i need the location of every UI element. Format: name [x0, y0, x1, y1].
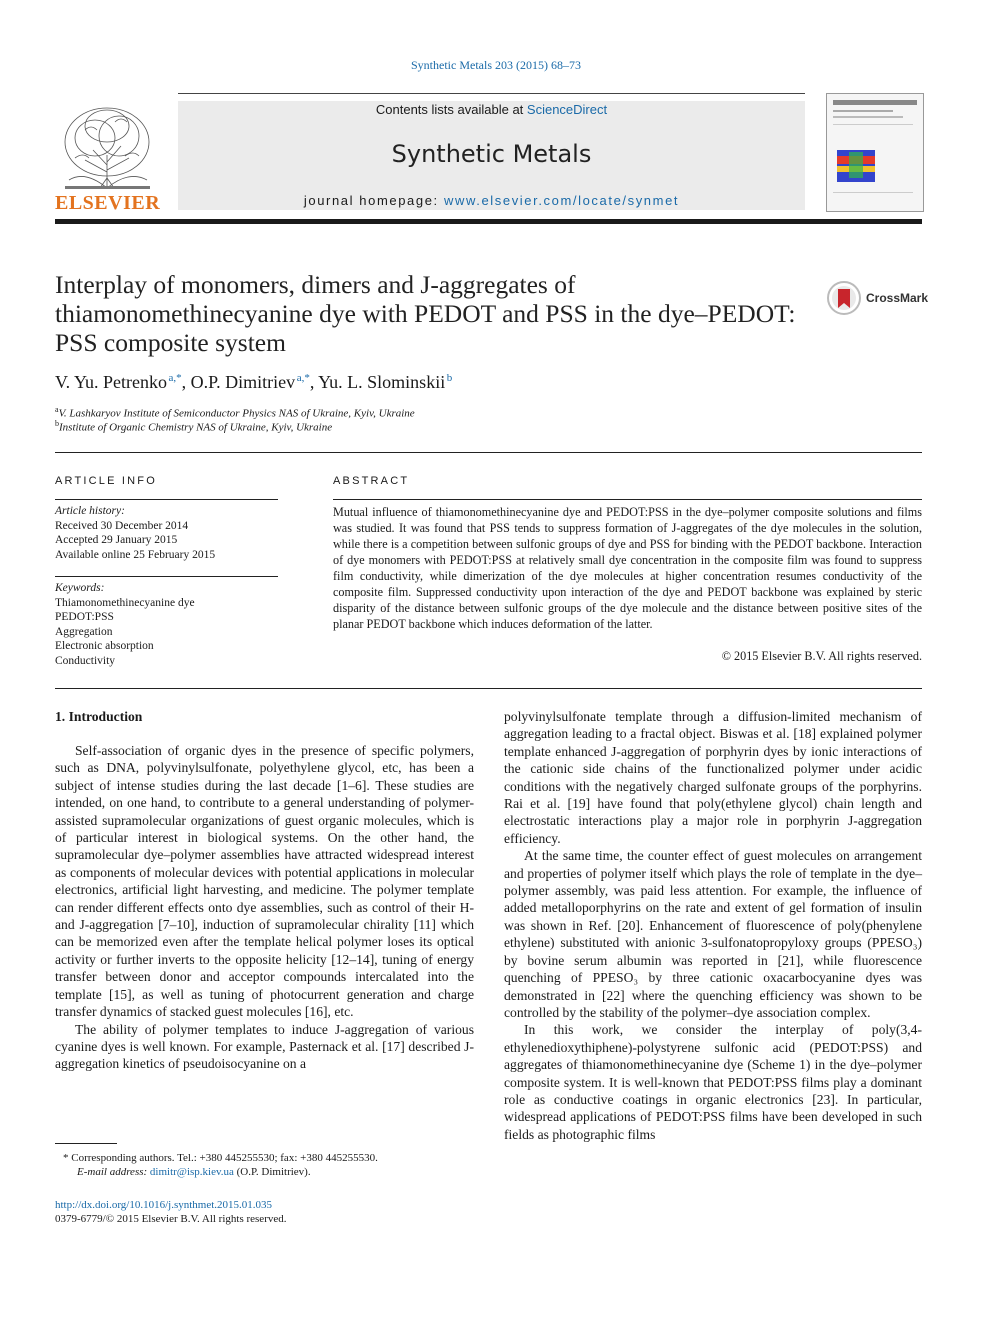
email-link[interactable]: dimitr@isp.kiev.ua [149, 1166, 234, 1178]
abstract-heading: ABSTRACT [333, 475, 410, 487]
history-accepted: Accepted 29 January 2015 [55, 534, 178, 546]
article-title: Interplay of monomers, dimers and J-aggregates of thiamonomethinecyanine dye with PEDOT and PSS in the dye–PEDOT: PSS composite system [55, 270, 796, 357]
issn-copyright: 0379-6779/© 2015 Elsevier B.V. All rights reserved. [55, 1213, 287, 1225]
author[interactable]: O.P. Dimitriev [190, 372, 296, 392]
journal-cover-image [826, 93, 924, 212]
keyword: Conductivity [55, 654, 116, 667]
article-history [55, 504, 278, 562]
corresponding-note: * Corresponding authors. Tel.: +380 445255530; fax: +380 445255530. [63, 1152, 378, 1164]
journal-homepage [178, 193, 805, 208]
keyword: Electronic absorption [55, 640, 154, 652]
section-divider [55, 452, 922, 453]
intro-right-column [504, 708, 922, 1143]
paragraph: The ability of polymer templates to induce J-aggregation of various cyanine dyes is well known. For example, Pasternack et al. [17] described J-aggregation kinetics of pseudoisocyanine on a [55, 1021, 474, 1072]
keywords-block [55, 581, 278, 668]
author-separator: , [309, 372, 319, 392]
email-label: E-mail address: [77, 1166, 150, 1178]
affiliation-mark: a [55, 405, 59, 414]
author[interactable]: V. Yu. Petrenko [55, 372, 167, 392]
header-bottom-rule [55, 219, 922, 224]
affiliation-mark: b [55, 419, 59, 428]
abstract-copyright: © 2015 Elsevier B.V. All rights reserved. [721, 649, 922, 663]
author[interactable]: Yu. L. Slominskii [318, 372, 446, 392]
paragraph: Self-association of organic dyes in the presence of specific polymers, such as DNA, polyvinylsulfonate, polyethylene glycol, etc, has been a subject of intense studies during the last decade [1–6]. These studies are intended, on one hand, to contribute to a general understanding of polymer-assisted supramolecular organizations of guest organic molecules, which is of particular interest in biological systems. On the other hand, the supramolecular dye–polymer assemblies have attracted widespread interest as components of molecular devices with potential applications in molecular electronics, artificial light harvesting, and medicine. The polymer template can render different effects onto dye assemblies, such as control of their H- and J-aggregation [7–10], induction of supramolecular chirality [11] which can be memorized even after the template helical polymer loses its optical activity or further inverts to the opposite helicity [12–14], tuning of energy transfer between donor and acceptor compounds intercalated into the template [15], as well as tuning of photocurrent generation and charge transfer dynamics of stacked guest molecules [16], etc. [55, 743, 474, 1020]
section-divider [55, 688, 922, 689]
sciencedirect-link[interactable]: ScienceDirect [526, 102, 608, 117]
header-top-rule [178, 93, 805, 94]
email-suffix: (O.P. Dimitriev). [233, 1166, 311, 1178]
keywords-rule [55, 576, 278, 577]
homepage-link[interactable]: www.elsevier.com/locate/synmet [443, 193, 680, 208]
author-list [55, 372, 452, 393]
contents-line [178, 102, 805, 117]
footnote [55, 1151, 474, 1179]
homepage-prefix: journal homepage: [303, 193, 444, 208]
intro-left-column [55, 742, 474, 1073]
author-affil-mark[interactable]: a,* [296, 372, 310, 384]
history-online: Available online 25 February 2015 [55, 548, 216, 561]
section-heading: 1. Introduction [55, 709, 143, 724]
paragraph: At the same time, the counter effect of guest molecules on arrangement and properties of polymer itself which plays the role of template in the dye–polymer assembly, was paid less attention. For example, the influence of added metalloporphyrins on the rate and extent of gel formation of insulin was shown in Ref. [20]. Enhancement of fluorescence of poly(phenylene ethylene) substituted with anionic 3-sulfonatopropyloxy groups (PPESO₃) by bovine serum albumin was reported in [21], while fluorescence quenching of PPESO₃ by three cationic oxacarbocyanine dyes was demonstrated in [22] where the quenching efficiency was shown to be controlled by the stability of the polymer–dye association complex. [504, 848, 922, 1020]
abstract-text: Mutual influence of thiamonomethinecyanine dye and PEDOT:PSS in the dye–polymer composite solutions and films was studied. It was found that PSS tends to suppress formation of J-aggregates of the dye molecules in the solution, while there is a competition between sulfonic groups of dye and PSS for binding with the PEDOT backbone. Interaction of dye monomers with PEDOT:PSS at relatively small dye concentration in the composite film was found to suppress film conductivity, while dimerization of the dye molecules at higher concentration resumes conductivity of the composite film. Suppressed conductivity upon interaction of the dye and PEDOT backbone was explained by steric disparity of the distance between sulfonic groups of the dye molecule and the distance between positive sites of the planar PEDOT backbone which induces deformation of the latter. [333, 505, 922, 631]
affiliation-text: Institute of Organic Chemistry NAS of Ukraine, Kyiv, Ukraine [59, 421, 333, 434]
affiliation-text: V. Lashkaryov Institute of Semiconductor Physics NAS of Ukraine, Kyiv, Ukraine [58, 407, 415, 420]
journal-citation[interactable]: Synthetic Metals 203 (2015) 68–73 [411, 58, 581, 72]
keyword: Aggregation [55, 625, 113, 638]
crossmark-badge[interactable] [826, 280, 929, 316]
history-label: Article history: [55, 505, 125, 517]
keyword: PEDOT:PSS [55, 611, 114, 623]
author-affil-mark[interactable]: a,* [168, 372, 182, 384]
crossmark-icon [826, 280, 862, 316]
author-separator: , [181, 372, 191, 392]
footnote-rule [55, 1143, 117, 1144]
paragraph: polyvinylsulfonate template through a diffusion-limited mechanism of aggregation leading to a fractal object. Biswas et al. [18] explained polymer template enhanced J-aggregation of porphyrin dyes by ionic interactions of the cationic side chains of the functionalized polymer under acidic conditions with the negatively charged sulfonate groups of the porphyrins. Rai et al. [19] have found that poly(ethylene glycol) chain length and electrostatic interactions play a major role in porphyrin J-aggregation efficiency. [504, 709, 922, 846]
history-received: Received 30 December 2014 [55, 519, 189, 532]
abstract-rule [333, 499, 922, 500]
affiliation [55, 419, 332, 434]
paragraph: In this work, we consider the interplay of poly(3,4-ethylenedioxythiphene)-polystyrene sulfonic acid (PEDOT:PSS) and aggregates of thiamonomethinecyanine dye (Scheme 1) in the dye–polymer composite system. It is well-known that PEDOT:PSS films play a dominant role as conductive coatings in organic electronics [23]. In particular, widespread applications of PEDOT:PSS films have been developed in such fields as photographic films [504, 1022, 922, 1142]
cover-graphic [827, 94, 923, 211]
affiliation [55, 405, 415, 420]
journal-name: Synthetic Metals [391, 140, 592, 168]
keywords-label: Keywords: [55, 582, 105, 594]
article-info-heading: ARTICLE INFO [55, 475, 157, 487]
keyword: Thiamonomethinecyanine dye [55, 596, 195, 609]
doi-link[interactable]: http://dx.doi.org/10.1016/j.synthmet.2015.01.035 [55, 1199, 273, 1211]
author-affil-mark[interactable]: b [446, 372, 453, 384]
crossmark-label: CrossMark [866, 291, 929, 305]
contents-prefix: Contents lists available at [375, 102, 527, 117]
publisher-name: ELSEVIER [55, 192, 161, 214]
article-info-rule [55, 499, 278, 500]
